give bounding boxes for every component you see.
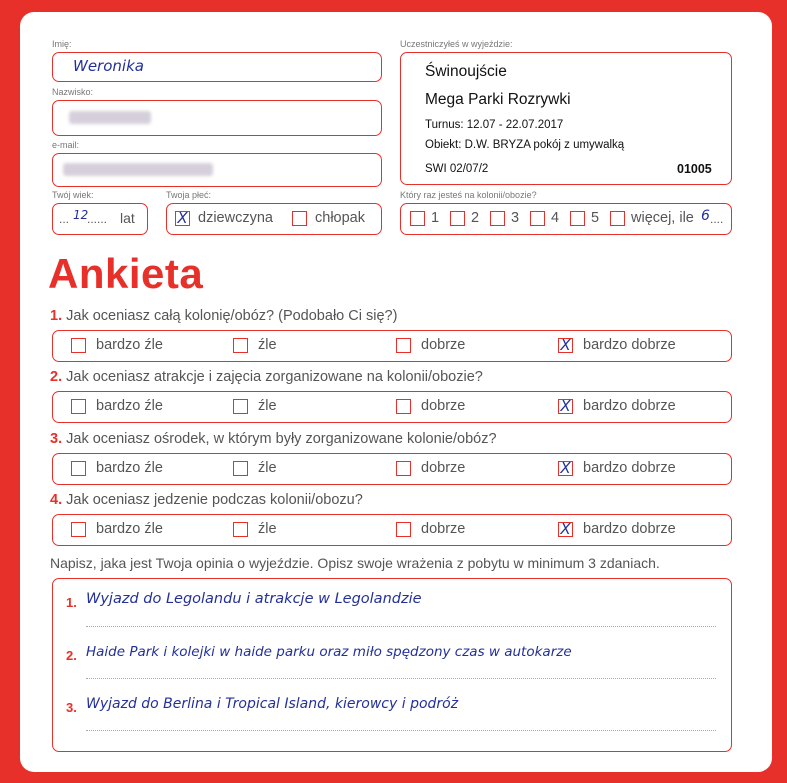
times-checkbox-more[interactable] <box>610 211 625 226</box>
age-value: 12 <box>73 208 89 222</box>
rating-row-4 <box>52 514 732 546</box>
check-mark: X <box>560 459 571 477</box>
answer-number-3: 3. <box>66 700 77 715</box>
age-dots-after: ...... <box>87 212 108 226</box>
question-number: 1. <box>50 308 63 324</box>
surname-field[interactable] <box>52 100 382 136</box>
rating-checkbox-1-3[interactable] <box>396 338 411 353</box>
answer-line-2 <box>86 678 716 679</box>
times-checkbox-3[interactable] <box>490 211 505 226</box>
trip-turnus: Turnus: 12.07 - 22.07.2017 <box>425 119 564 131</box>
rating-option-label: bardzo dobrze <box>583 398 676 414</box>
name-field[interactable] <box>52 52 382 82</box>
trip-label: Uczestniczyłeś w wyjeździe: <box>400 39 513 49</box>
rating-checkbox-3-3[interactable] <box>396 461 411 476</box>
rating-checkbox-2-2[interactable] <box>233 399 248 414</box>
answer-text-2: Haide Park i kolejki w haide parku oraz miło spędzony czas w autokarze <box>86 644 572 660</box>
trip-city: Świnoujście <box>425 63 507 80</box>
times-option-3: 3 <box>511 210 520 226</box>
times-option-4: 4 <box>551 210 560 226</box>
answer-line-1 <box>86 626 716 627</box>
question-number: 2. <box>50 369 63 385</box>
question-number: 3. <box>50 431 63 447</box>
name-label: Imię: <box>52 39 72 49</box>
rating-checkbox-4-2[interactable] <box>233 522 248 537</box>
rating-checkbox-1-4[interactable] <box>558 338 573 353</box>
age-field[interactable] <box>52 203 148 235</box>
rating-checkbox-1-1[interactable] <box>71 338 86 353</box>
rating-row-1 <box>52 330 732 362</box>
question-3 <box>50 431 497 447</box>
email-field[interactable] <box>52 153 382 187</box>
question-text: Jak oceniasz atrakcje i zajęcia zorganizowane na kolonii/obozie? <box>66 369 483 385</box>
rating-checkbox-2-4[interactable] <box>558 399 573 414</box>
redacted-surname <box>69 111 151 124</box>
rating-option-label: bardzo źle <box>96 521 163 537</box>
check-mark: X <box>560 336 571 354</box>
times-checkbox-2[interactable] <box>450 211 465 226</box>
answer-text-1: Wyjazd do Legolandu i atrakcje w Legolandzie <box>86 591 422 607</box>
answer-text-3: Wyjazd do Berlina i Tropical Island, kierowcy i podróż <box>86 696 459 712</box>
question-number: 4. <box>50 492 63 508</box>
rating-row-2 <box>52 391 732 423</box>
times-label: Który raz jesteś na kolonii/obozie? <box>400 190 537 200</box>
times-option-more: więcej, ile <box>631 210 694 226</box>
question-text: Jak oceniasz ośrodek, w którym były zorganizowane kolonie/obóz? <box>66 431 497 447</box>
question-1 <box>50 308 397 324</box>
rating-checkbox-4-4[interactable] <box>558 522 573 537</box>
times-checkbox-4[interactable] <box>530 211 545 226</box>
survey-title: Ankieta <box>48 250 204 297</box>
times-option-2: 2 <box>471 210 480 226</box>
rating-option-label: źle <box>258 337 277 353</box>
age-label: Twój wiek: <box>52 190 94 200</box>
rating-option-label: dobrze <box>421 460 466 476</box>
gender-checkbox-boy[interactable] <box>292 211 307 226</box>
email-label: e-mail: <box>52 140 80 150</box>
rating-option-label: bardzo źle <box>96 337 163 353</box>
question-text: Jak oceniasz całą kolonię/obóz? (Podobało Ci się?) <box>66 308 398 324</box>
rating-checkbox-2-1[interactable] <box>71 399 86 414</box>
rating-checkbox-3-1[interactable] <box>71 461 86 476</box>
times-checkbox-5[interactable] <box>570 211 585 226</box>
gender-checkbox-girl[interactable]: X <box>175 211 190 226</box>
question-2 <box>50 369 483 385</box>
rating-option-label: dobrze <box>421 337 466 353</box>
opinion-prompt: Napisz, jaka jest Twoja opinia o wyjeździe. Opisz swoje wrażenia z pobytu w minimum 3 zdaniach. <box>50 555 660 571</box>
trip-park: Mega Parki Rozrywki <box>425 91 571 108</box>
answer-line-3 <box>86 730 716 731</box>
question-4 <box>50 492 363 508</box>
age-dots-before: ... <box>59 212 70 226</box>
rating-option-label: źle <box>258 460 277 476</box>
answer-number-1: 1. <box>66 595 77 610</box>
times-checkbox-1[interactable] <box>410 211 425 226</box>
times-more-dots: .... <box>710 212 724 226</box>
name-value: Weronika <box>73 57 144 75</box>
check-mark: X <box>560 397 571 415</box>
rating-checkbox-3-2[interactable] <box>233 461 248 476</box>
rating-checkbox-4-3[interactable] <box>396 522 411 537</box>
gender-option-girl: dziewczyna <box>198 210 273 226</box>
trip-obiekt: Obiekt: D.W. BRYZA pokój z umywalką <box>425 139 625 151</box>
survey-sheet <box>20 12 772 772</box>
trip-number: 01005 <box>677 162 712 176</box>
trip-info-box <box>400 52 732 185</box>
times-field <box>400 203 732 235</box>
rating-option-label: bardzo dobrze <box>583 521 676 537</box>
rating-checkbox-3-4[interactable] <box>558 461 573 476</box>
rating-option-label: bardzo dobrze <box>583 460 676 476</box>
rating-checkbox-4-1[interactable] <box>71 522 86 537</box>
times-more-value: 6 <box>701 208 710 224</box>
rating-option-label: bardzo źle <box>96 398 163 414</box>
rating-option-label: bardzo źle <box>96 460 163 476</box>
rating-option-label: źle <box>258 398 277 414</box>
rating-option-label: źle <box>258 521 277 537</box>
gender-field <box>166 203 382 235</box>
times-option-5: 5 <box>591 210 600 226</box>
trip-code: SWI 02/07/2 <box>425 163 489 175</box>
rating-option-label: dobrze <box>421 398 466 414</box>
answer-number-2: 2. <box>66 648 77 663</box>
rating-option-label: bardzo dobrze <box>583 337 676 353</box>
surname-label: Nazwisko: <box>52 87 94 97</box>
times-option-1: 1 <box>431 210 440 226</box>
check-mark: X <box>560 520 571 538</box>
redacted-email <box>63 163 213 176</box>
rating-row-3 <box>52 453 732 485</box>
gender-option-boy: chłopak <box>315 210 365 226</box>
question-text: Jak oceniasz jedzenie podczas kolonii/obozu? <box>66 492 363 508</box>
rating-checkbox-2-3[interactable] <box>396 399 411 414</box>
rating-checkbox-1-2[interactable] <box>233 338 248 353</box>
age-unit: lat <box>120 210 135 226</box>
rating-option-label: dobrze <box>421 521 466 537</box>
gender-label: Twoja płeć: <box>166 190 212 200</box>
